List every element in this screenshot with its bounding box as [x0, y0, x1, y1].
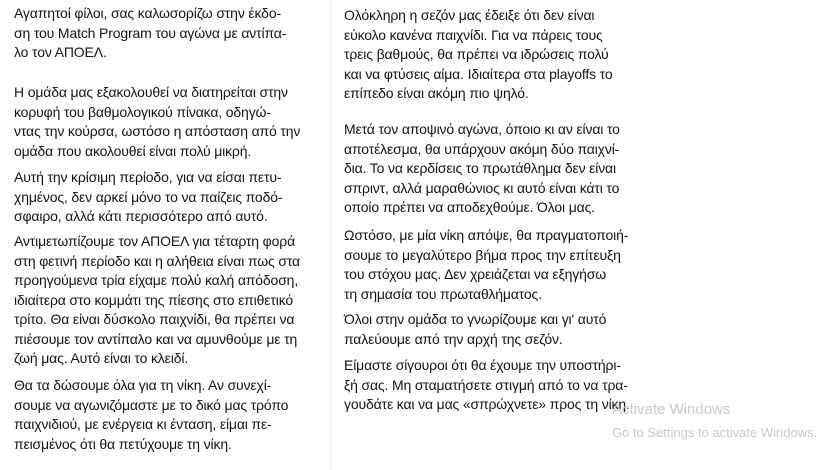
paragraph-line: ξή σας. Μη σταματήσετε στιγμή από το να τρα- — [344, 376, 628, 393]
paragraph-line: ομάδα που ακολουθεί είναι πολύ μικρή. — [14, 142, 252, 159]
paragraph-line: λο τον ΑΠΟΕΛ. — [14, 44, 107, 60]
paragraph-line: αποτέλεσμα, θα υπάρχουν ακόμη δύο παιχνί- — [344, 140, 620, 157]
paragraph — [344, 226, 644, 304]
paragraph-line: σουμε να αγωνιζόμαστε με το δικό μας τρόπο — [14, 396, 289, 413]
paragraph-line: παλεύουμε από την αρχή της σεζόν. — [344, 330, 563, 347]
paragraph — [14, 232, 318, 369]
paragraph-line: χημένος, δεν αρκεί μόνο το να παίζεις ποδό- — [14, 188, 283, 205]
paragraph-line: στη φετινή περίοδο και η αλήθεια είναι πως στα — [14, 252, 300, 269]
paragraph-line: σπριντ, αλλά μαραθώνιος κι αυτό είναι κάτι το — [344, 179, 620, 196]
paragraph-line: τρεις βαθμούς, θα πρέπει να ιδρώσεις πολύ — [344, 46, 609, 62]
paragraph-line: Αντιμετωπίζουμε τον ΑΠΟΕΛ για τέταρτη φορά — [14, 233, 296, 249]
paragraph-line: παιχνιδιού, με ενέργεια κι ένταση, είμαι πε- — [14, 416, 272, 432]
paragraph-line: κορυφή του βαθμολογικού πίνακα, οδηγώ- — [14, 103, 271, 120]
paragraph-line: Μετά τον αποψινό αγώνα, όποιο κι αν είναι το — [344, 121, 620, 137]
paragraph-line: τη σημασία του πρωταθλήματος. — [344, 285, 542, 302]
column-gutter — [330, 0, 331, 470]
paragraph-line: ιδιαίτερα στο κομμάτι της πίεσης στο επιθετικό — [14, 291, 294, 308]
paragraph — [14, 83, 318, 161]
paragraph-line: Είμαστε σίγουροι ότι θα έχουμε την υποστήρι- — [344, 357, 621, 373]
paragraph-line: δια. Το να κερδίσεις το πρωτάθλημα δεν είναι — [344, 160, 616, 176]
paragraph-line: του στόχου μας. Δεν χρειάζεται να εξηγήσω — [344, 266, 607, 282]
watermark-title: Activate Windows — [612, 401, 731, 418]
paragraph — [14, 168, 318, 227]
paragraph-line: σουμε το μεγαλύτερο βήμα προς την επίτευξη — [344, 246, 621, 263]
paragraph-line: προηγούμενα τρία είχαμε πολύ καλή απόδοση, — [14, 272, 299, 288]
paragraph — [344, 310, 644, 349]
paragraph-line: ζωή μας. Αυτό είναι το κλειδί. — [14, 350, 189, 366]
paragraph-line: Αυτή την κρίσιμη περίοδο, για να είσαι πετυ- — [14, 169, 282, 185]
paragraph-line: Ολόκληρη η σεζόν μας έδειξε ότι δεν είναι — [344, 7, 595, 23]
paragraph-line: εύκολο κανένα παιχνίδι. Για να πάρεις τους — [344, 26, 603, 43]
paragraph-line: Θα τα δώσουμε όλα για τη νίκη. Αν συνεχί- — [14, 377, 272, 393]
paragraph-line: ντας την κούρσα, ωστόσο η απόσταση από την — [14, 123, 301, 139]
paragraph-line: σφαιρο, αλλά κάτι περισσότερο από αυτό. — [14, 208, 268, 224]
paragraph-line: και να φτύσεις αίμα. Ιδιαίτερα στα playoffs το — [344, 65, 613, 82]
paragraph-line: επίπεδο είναι ακόμη πιο ψηλό. — [344, 85, 529, 101]
paragraph-line: Όλοι στην ομάδα το γνωρίζουμε και γι' αυτό — [344, 311, 607, 327]
watermark-subtitle: Go to Settings to activate Windows. — [612, 425, 817, 440]
paragraph-line: πεισμένος ότι θα πετύχουμε τη νίκη. — [14, 435, 232, 452]
paragraph-line: Η ομάδα μας εξακολουθεί να διατηρείται στην — [14, 84, 288, 100]
paragraph — [344, 356, 644, 415]
paragraph — [344, 6, 644, 104]
paragraph — [14, 376, 318, 454]
activation-watermark — [612, 398, 817, 444]
paragraph-line: Ωστόσο, με μία νίκη απόψε, θα πραγματοποιή- — [344, 227, 629, 243]
paragraph-line: Αγαπητοί φίλοι, σας καλωσορίζω στην έκδο- — [14, 5, 281, 21]
paragraph — [14, 4, 318, 63]
paragraph-line: οποίο πρέπει να αποδεχθούμε. Όλοι μας. — [344, 199, 595, 215]
paragraph-line: ση του Match Program του αγώνα με αντίπα- — [14, 24, 287, 41]
paragraph — [344, 120, 644, 218]
paragraph-line: γουδάτε και να μας «σπρώχνετε» προς τη νίκη. — [344, 396, 630, 412]
paragraph-line: πιέσουμε τον αντίπαλο και να αμυνθούμε με τη — [14, 330, 298, 347]
paragraph-line: τρίτο. Θα είναι δύσκολο παιχνίδι, θα πρέπει να — [14, 311, 295, 327]
